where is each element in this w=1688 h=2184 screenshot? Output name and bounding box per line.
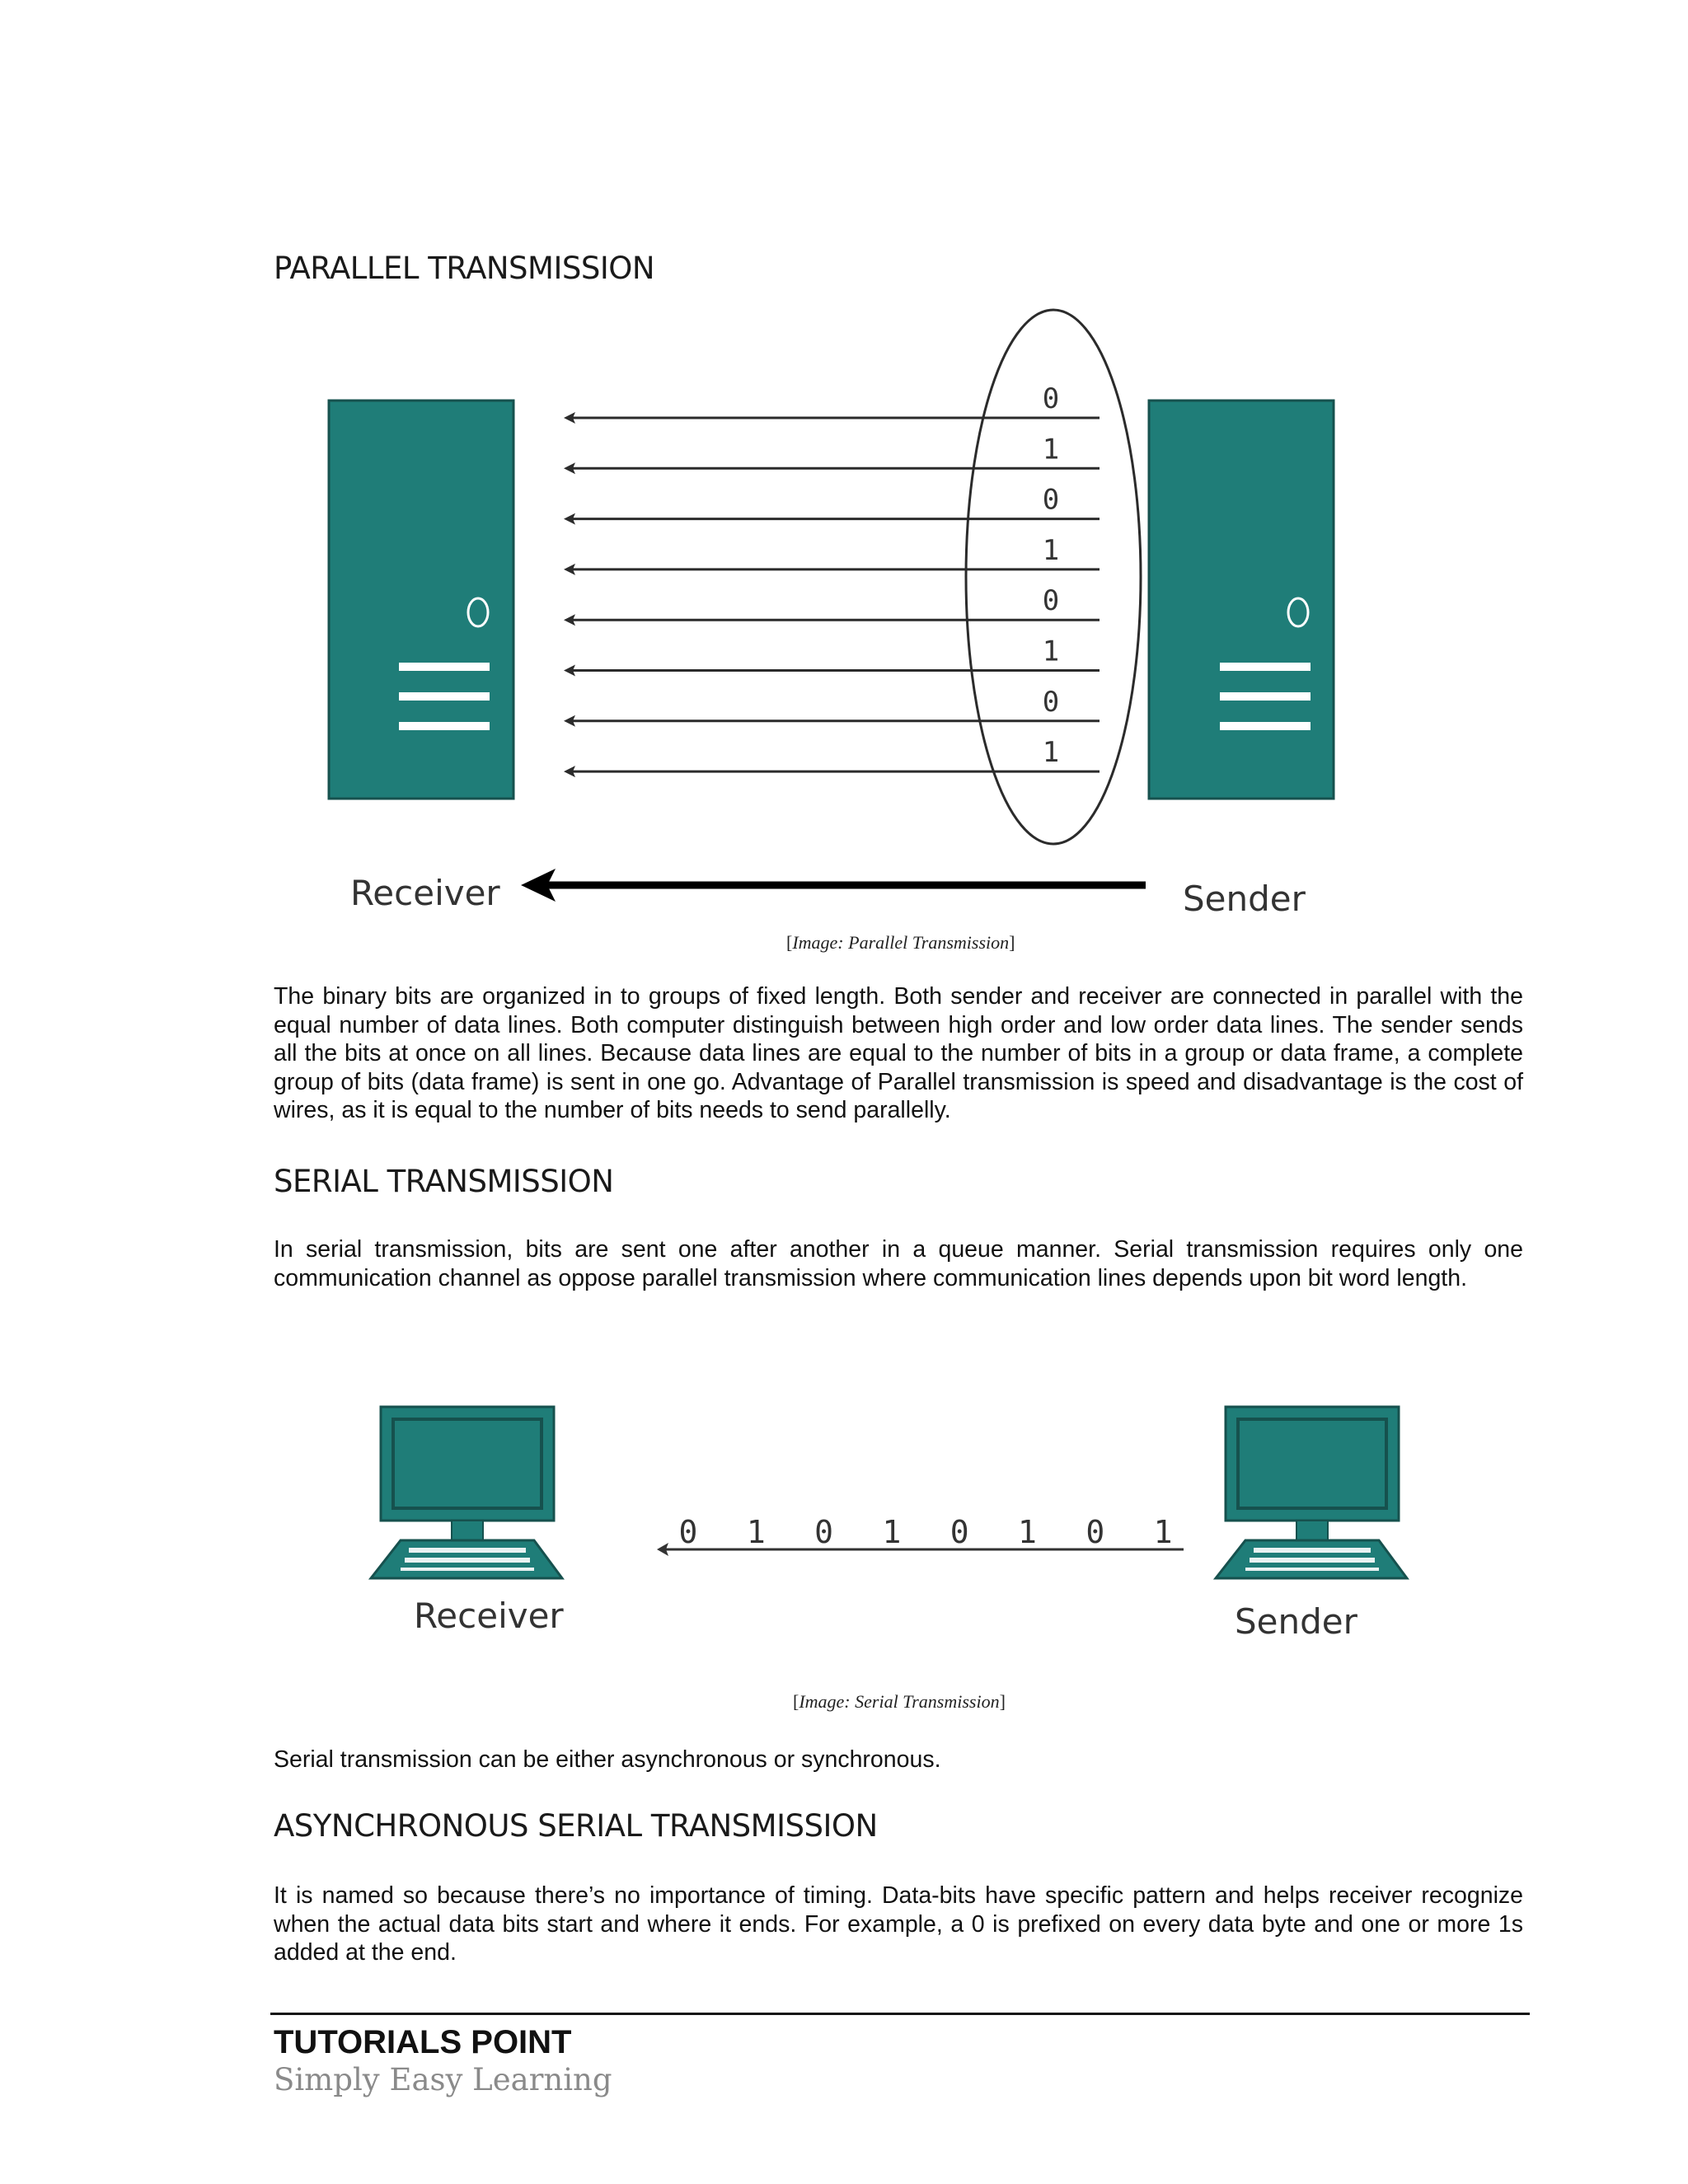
caption-bracket-open: [	[786, 932, 793, 953]
serial-figure-caption	[793, 1691, 1006, 1713]
receiver-tower-icon	[329, 401, 513, 799]
direction-arrow-icon	[521, 869, 1146, 902]
serial-bit: 1	[746, 1514, 766, 1550]
async-body-text: It is named so because there’s no importance of timing. Data-bits have specific pattern and helps receiver recognize when the actual data bits start and where it ends. For example, a 0 is prefixed on every data byte and one or more 1s added at the end.	[274, 1882, 1523, 1966]
parallel-bit: 0	[1042, 382, 1060, 415]
caption-bracket-open: [	[793, 1691, 799, 1712]
serial-bit: 0	[950, 1514, 969, 1550]
parallel-bit: 0	[1042, 685, 1060, 719]
serial-note-text: Serial transmission can be either asynchronous or synchronous.	[274, 1746, 941, 1773]
parallel-bit: 1	[1042, 736, 1060, 770]
sender-tower-icon	[1149, 401, 1334, 799]
footer-tagline: Simply Easy Learning	[274, 2062, 612, 2097]
sender-laptop-icon	[1216, 1407, 1407, 1578]
serial-receiver-label: Receiver	[414, 1596, 564, 1636]
footer-divider	[270, 2013, 1530, 2015]
serial-body-text: In serial transmission, bits are sent one after another in a queue manner. Serial transmission requires only one communication channel as oppose parallel transmission where communication lines depends upon bit word length.	[274, 1236, 1523, 1291]
serial-bit: 1	[1153, 1514, 1173, 1550]
parallel-bit-labels	[1043, 382, 1059, 769]
parallel-bit: 0	[1042, 584, 1060, 618]
serial-transmission-diagram	[0, 1385, 1688, 1665]
serial-bit: 0	[678, 1514, 698, 1550]
parallel-data-lines	[564, 412, 1100, 777]
parallel-sender-label: Sender	[1183, 879, 1306, 919]
parallel-figure-caption	[786, 932, 1015, 954]
caption-text: Image: Serial Transmission	[799, 1691, 1000, 1712]
serial-bit: 0	[814, 1514, 834, 1550]
caption-bracket-close: ]	[999, 1691, 1006, 1712]
parallel-bit: 1	[1042, 635, 1060, 668]
serial-bit: 1	[1018, 1514, 1037, 1550]
parallel-transmission-diagram	[0, 0, 1688, 931]
parallel-body-text: The binary bits are organized in to groups of fixed length. Both sender and receiver are connected in parallel with the equal number of data lines. Both computer distinguish between high order and low order data lines. The sender sends all the bits at once on all lines. Because data lines are equal to the number of bits in a group or data frame, a complete group of bits (data frame) is sent in one go. Advantage of Parallel transmission is speed and disadvantage is the cost of wires, as it is equal to the number of bits needs to send parallelly.	[274, 983, 1523, 1124]
serial-sender-label: Sender	[1235, 1601, 1357, 1642]
serial-heading: SERIAL TRANSMISSION	[274, 1164, 614, 1199]
serial-bit-labels	[679, 1514, 1173, 1550]
footer-brand: TUTORIALS POINT	[274, 2024, 572, 2060]
receiver-laptop-icon	[371, 1407, 562, 1578]
parallel-bit: 1	[1042, 433, 1060, 466]
parallel-receiver-label: Receiver	[350, 873, 500, 913]
parallel-heading: PARALLEL TRANSMISSION	[274, 251, 655, 286]
caption-bracket-close: ]	[1009, 932, 1015, 953]
parallel-bit: 0	[1042, 483, 1060, 517]
async-heading: ASYNCHRONOUS SERIAL TRANSMISSION	[274, 1808, 878, 1844]
serial-bit: 1	[882, 1514, 902, 1550]
serial-bit: 0	[1085, 1514, 1105, 1550]
caption-text: Image: Parallel Transmission	[792, 932, 1010, 953]
parallel-bit: 1	[1042, 533, 1060, 567]
